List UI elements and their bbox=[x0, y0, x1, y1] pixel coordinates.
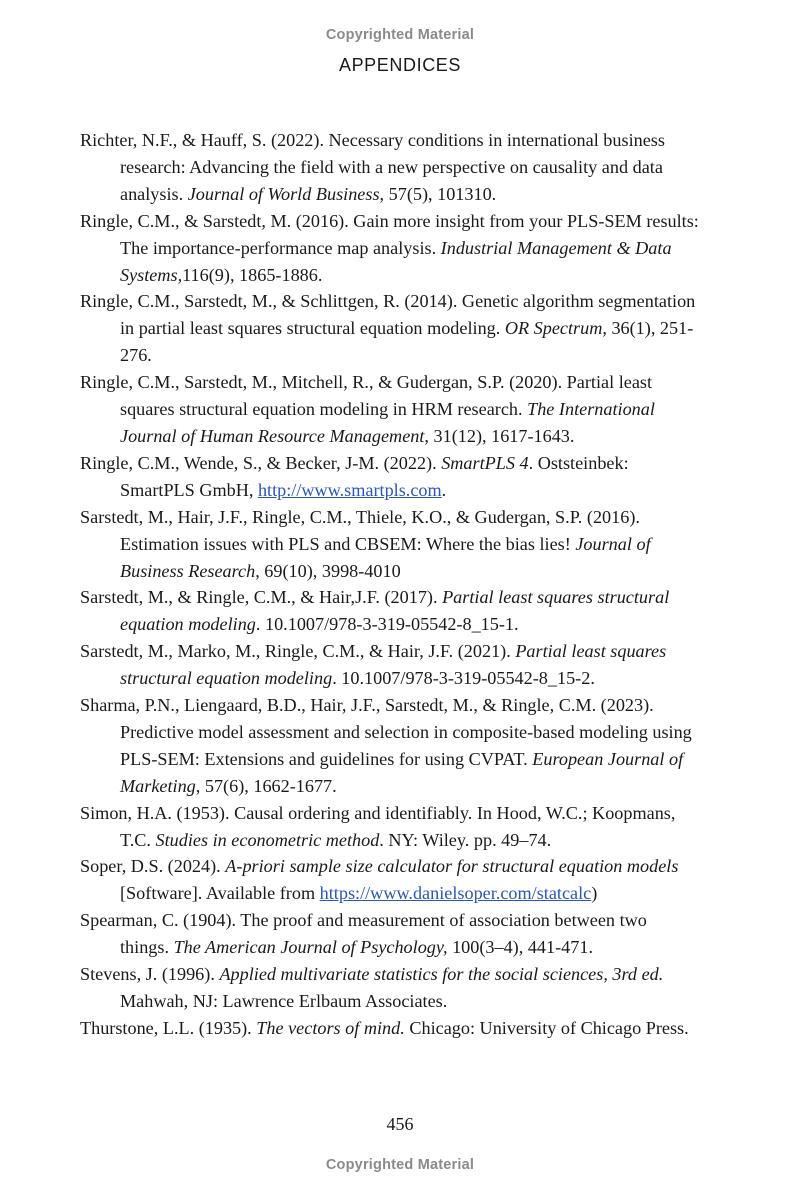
reference-text: Sarstedt, M., Hair, J.F., Ringle, C.M., Thiele, K.O., & Gudergan, S.P. (2016). Estimation issues with PLS and CBSEM: Where the bias lies! bbox=[80, 506, 640, 554]
reference-details: Mahwah, NJ: Lawrence Erlbaum Associates. bbox=[120, 991, 448, 1011]
reference-text: Simon, H.A. (1953). Causal ordering and identifiably. In Hood, W.C.; Koopmans, T.C. bbox=[80, 802, 676, 850]
reference-details: , 36(1), 251-276. bbox=[120, 318, 694, 366]
reference-entry bbox=[80, 638, 700, 692]
reference-title: European Journal of Marketing bbox=[120, 748, 684, 796]
reference-details: , 57(6), 1662-1677. bbox=[195, 775, 337, 796]
reference-entry bbox=[80, 127, 700, 208]
reference-text: Soper, D.S. (2024). bbox=[80, 856, 226, 877]
reference-details: . 10.1007/978-3-319-05542-8_15-1. bbox=[255, 614, 519, 635]
reference-title: Applied multivariate statistics for the social sciences, 3rd ed. bbox=[219, 964, 664, 985]
reference-entry bbox=[80, 450, 700, 504]
reference-title: Industrial Management & Data Systems, bbox=[120, 237, 672, 285]
reference-entry bbox=[80, 692, 700, 800]
reference-entry bbox=[80, 208, 700, 289]
reference-text: Richter, N.F., & Hauff, S. (2022). Necessary conditions in international business research: Advancing the field with a new perspective on causality and data analysis. bbox=[80, 130, 665, 204]
reference-title: A-priori sample size calculator for structural equation models bbox=[225, 856, 679, 877]
reference-title: SmartPLS 4 bbox=[441, 452, 529, 473]
reference-details: [Software]. Available from bbox=[120, 883, 320, 904]
reference-entry bbox=[80, 1015, 700, 1042]
reference-text: Ringle, C.M., Sarstedt, M., & Schlittgen, R. (2014). Genetic algorithm segmentation in partial least squares structural equation modeling. bbox=[80, 291, 696, 339]
reference-details: 100(3–4), 441-471. bbox=[447, 937, 593, 958]
reference-text: Sarstedt, M., & Ringle, C.M., & Hair,J.F. (2017). bbox=[80, 587, 443, 608]
copyright-watermark-bottom: Copyrighted Material bbox=[325, 1157, 475, 1173]
reference-details: . Oststeinbek: SmartPLS GmbH, bbox=[120, 452, 629, 500]
soper-calculator-link[interactable]: https://www.danielsoper.com/statcalc bbox=[319, 883, 592, 904]
reference-text: Sharma, P.N., Liengaard, B.D., Hair, J.F., Sarstedt, M., & Ringle, C.M. (2023). Predictive model assessment and selection in composite-based modeling using PLS-SEM: Extensions and guidelines for using CVPAT. bbox=[80, 695, 692, 769]
reference-title: The International Journal of Human Resource Management bbox=[120, 399, 655, 446]
reference-title: Partial least squares structural equation modeling bbox=[120, 641, 667, 689]
smartpls-link[interactable]: http://www.smartpls.com bbox=[257, 479, 442, 500]
reference-text: Stevens, J. (1996). bbox=[80, 964, 220, 985]
reference-text: Spearman, C. (1904). The proof and measurement of association between two things. bbox=[80, 910, 647, 958]
reference-details: , 31(12), 1617-1643. bbox=[424, 425, 575, 446]
reference-details: . 10.1007/978-3-319-05542-8_15-2. bbox=[332, 668, 595, 689]
reference-title: Studies in econometric method bbox=[155, 829, 380, 850]
reference-title: Journal of World Business bbox=[187, 183, 380, 204]
reference-entry bbox=[80, 853, 700, 907]
reference-details: , 57(5), 101310. bbox=[379, 183, 497, 204]
reference-entry bbox=[80, 288, 700, 369]
reference-details: . NY: Wiley. pp. 49–74. bbox=[379, 829, 552, 850]
copyright-watermark-top: Copyrighted Material bbox=[325, 27, 475, 43]
page-number: 456 bbox=[386, 1114, 414, 1134]
reference-title: OR Spectrum bbox=[504, 318, 603, 339]
reference-details: , 69(10), 3998-4010 bbox=[255, 560, 401, 581]
reference-text: Ringle, C.M., Sarstedt, M., Mitchell, R., & Gudergan, S.P. (2020). Partial least squares structural equation modeling in HRM research. bbox=[80, 372, 653, 420]
reference-title: Partial least squares structural equation modeling bbox=[120, 587, 670, 635]
reference-entry bbox=[80, 369, 700, 450]
reference-details: 116(9), 1865-1886. bbox=[182, 264, 323, 285]
reference-entry bbox=[80, 961, 700, 1015]
reference-text: Ringle, C.M., Wende, S., & Becker, J-M. (2022). bbox=[80, 452, 442, 473]
reference-entry bbox=[80, 504, 700, 585]
reference-list bbox=[80, 127, 700, 1042]
reference-title: Journal of Business Research bbox=[120, 533, 651, 581]
reference-title: The vectors of mind. bbox=[256, 1017, 405, 1038]
reference-title: The American Journal of Psychology, bbox=[173, 937, 448, 958]
reference-tail: . bbox=[441, 479, 447, 500]
running-header: APPENDICES bbox=[338, 55, 462, 75]
reference-text: Ringle, C.M., & Sarstedt, M. (2016). Gain more insight from your PLS-SEM results: The importance-performance map analysis. bbox=[80, 210, 699, 258]
reference-entry bbox=[80, 584, 700, 638]
reference-text: Sarstedt, M., Marko, M., Ringle, C.M., & Hair, J.F. (2021). bbox=[80, 641, 516, 662]
reference-tail: ) bbox=[591, 883, 598, 904]
reference-details: Chicago: University of Chicago Press. bbox=[404, 1017, 689, 1038]
reference-entry bbox=[80, 800, 700, 854]
reference-entry bbox=[80, 907, 700, 961]
reference-text: Thurstone, L.L. (1935). bbox=[80, 1017, 257, 1038]
